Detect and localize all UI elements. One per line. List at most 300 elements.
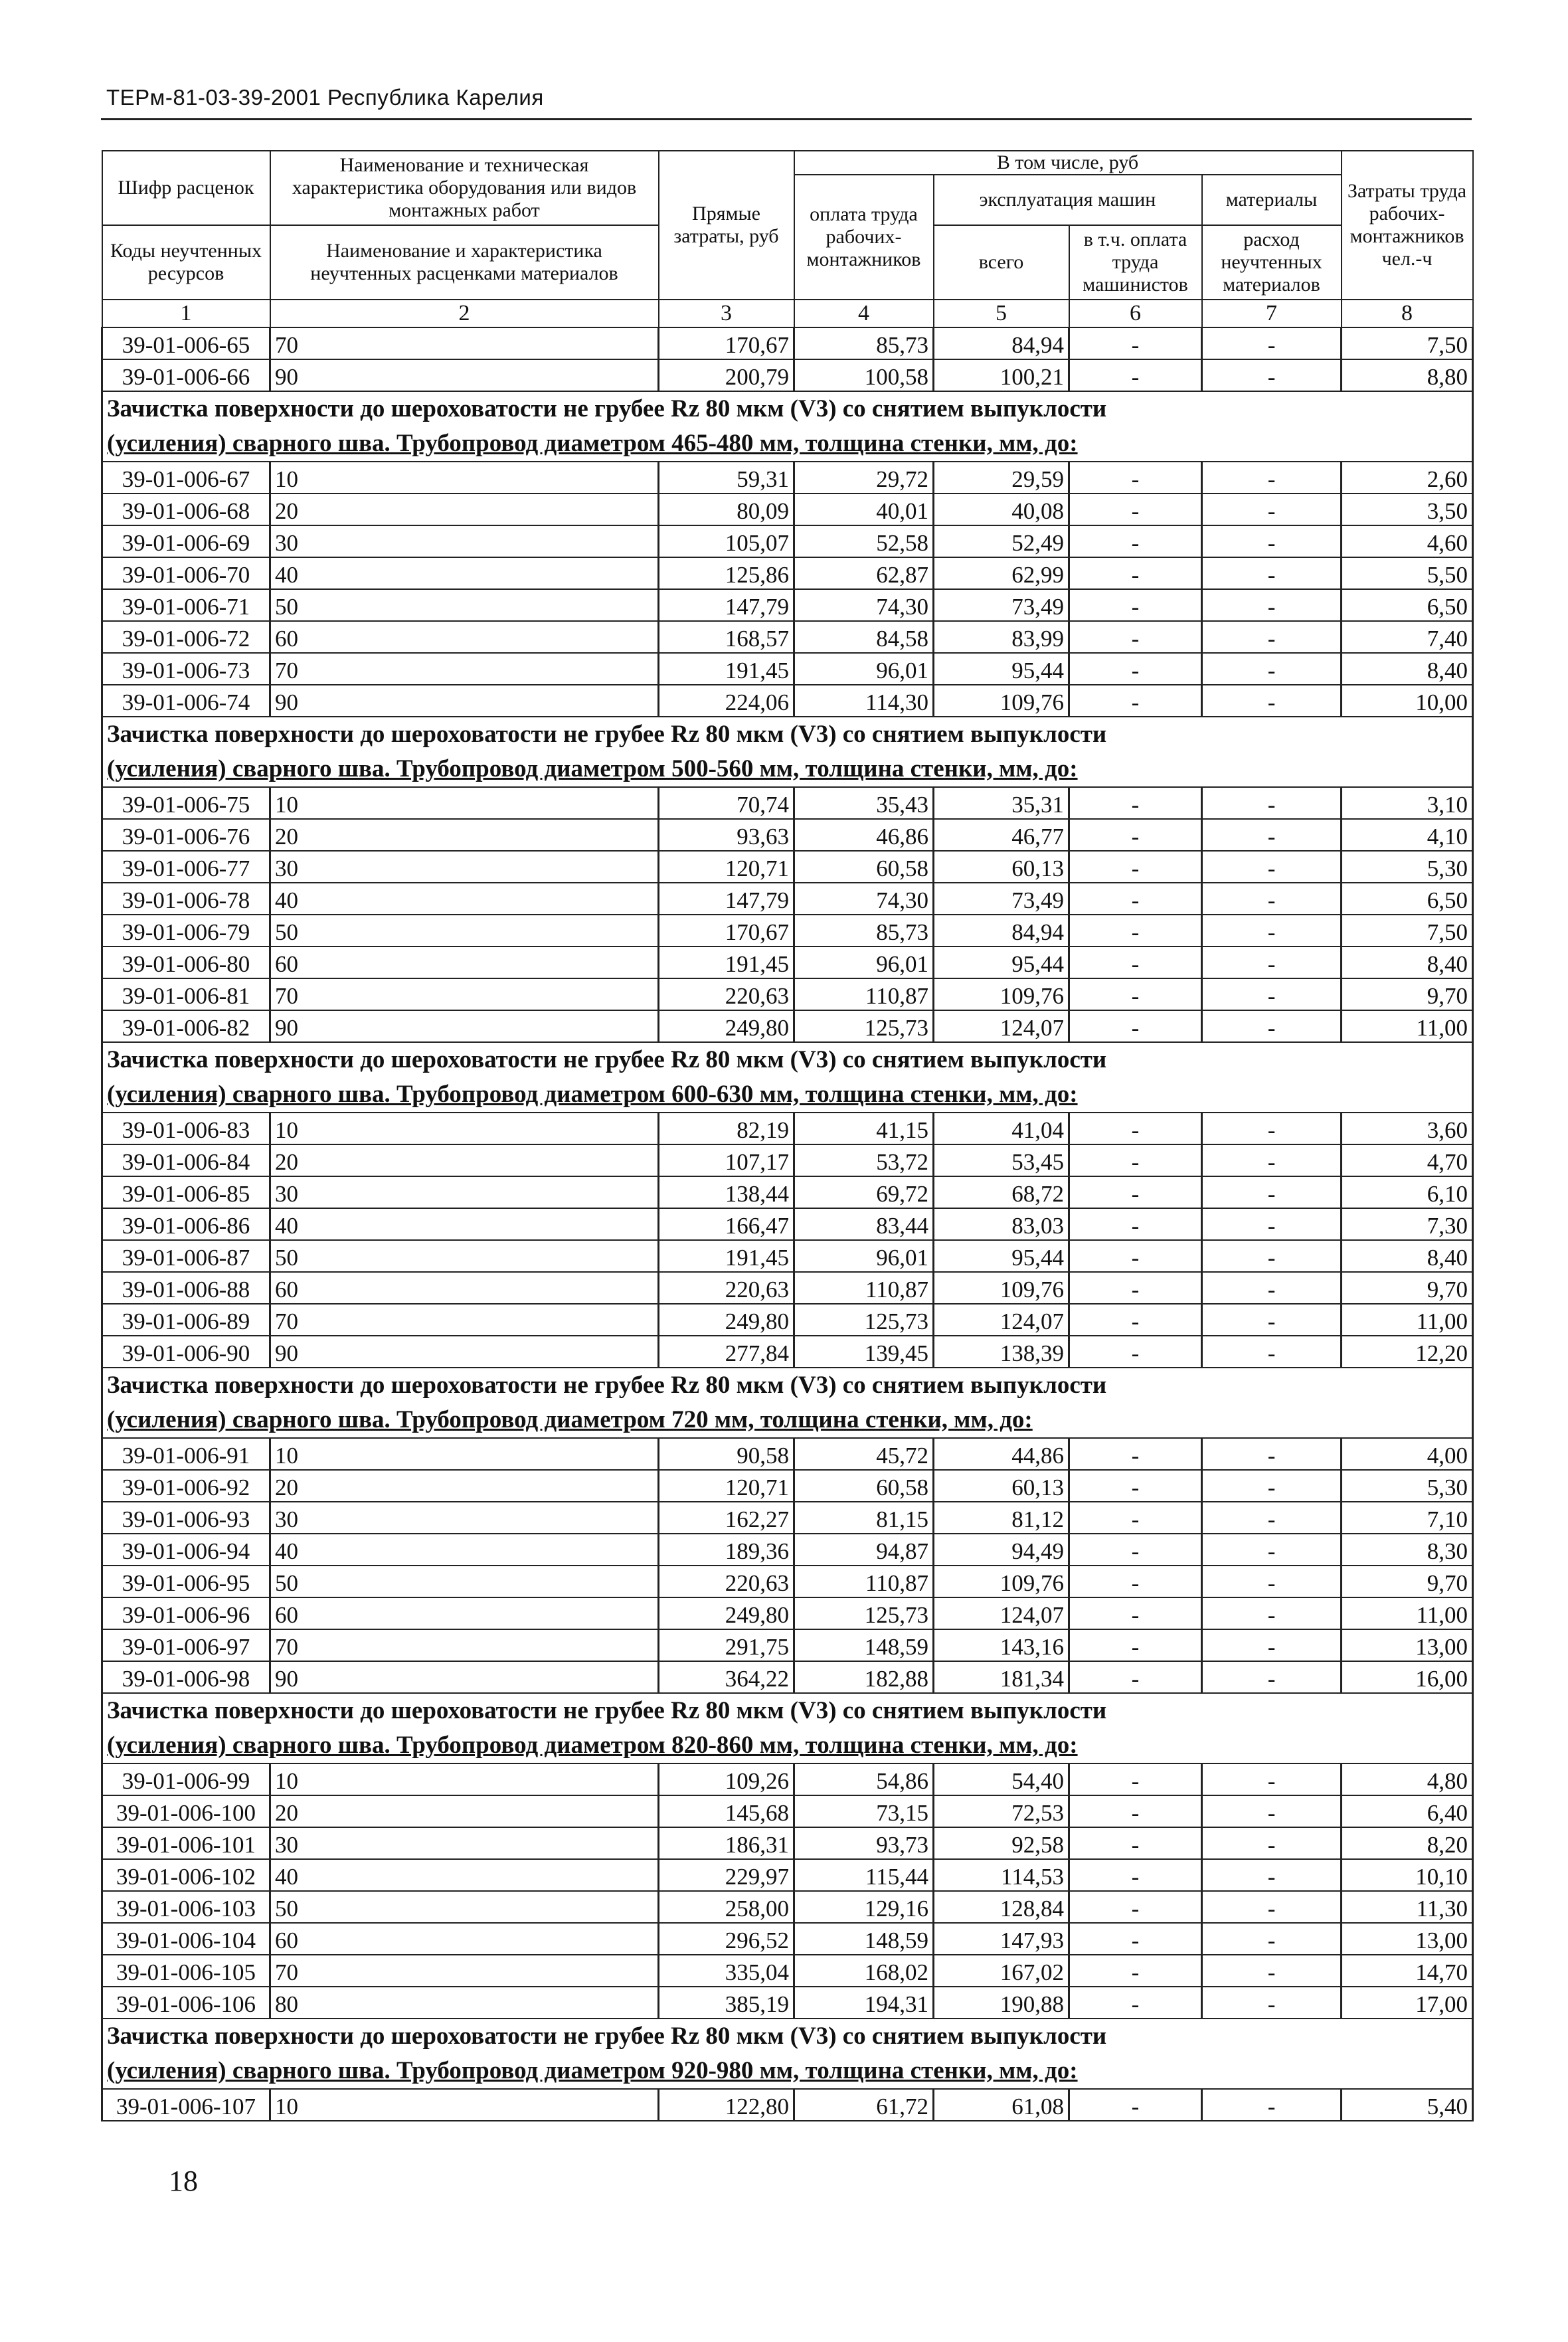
row-code: 39-01-006-83 — [102, 1113, 270, 1144]
section-title-line-2: (усиления) сварного шва. Трубопровод диаметром 465-480 мм, толщина стенки, мм, до: — [107, 430, 1078, 457]
row-thickness: 10 — [270, 2089, 659, 2121]
row-direct-costs: 224,06 — [659, 685, 794, 717]
row-labor-pay: 93,73 — [794, 1827, 934, 1859]
table-row — [102, 1240, 1473, 1272]
row-machinist-pay: - — [1069, 1629, 1202, 1661]
row-direct-costs: 80,09 — [659, 494, 794, 525]
row-labor-hours: 6,40 — [1342, 1795, 1473, 1827]
table-row — [102, 1470, 1473, 1502]
row-machinist-pay: - — [1069, 1859, 1202, 1891]
section-title — [102, 1042, 1473, 1113]
row-labor-pay: 148,59 — [794, 1923, 934, 1955]
row-thickness: 60 — [270, 1923, 659, 1955]
section-title — [102, 1368, 1473, 1438]
row-labor-pay: 61,72 — [794, 2089, 934, 2121]
row-labor-hours: 3,60 — [1342, 1113, 1473, 1144]
row-thickness: 50 — [270, 1566, 659, 1597]
row-labor-pay: 96,01 — [794, 1240, 934, 1272]
row-materials: - — [1202, 1629, 1342, 1661]
row-machines-total: 41,04 — [934, 1113, 1069, 1144]
row-direct-costs: 125,86 — [659, 557, 794, 589]
row-labor-pay: 96,01 — [794, 653, 934, 685]
row-thickness: 70 — [270, 1629, 659, 1661]
row-machines-total: 109,76 — [934, 1272, 1069, 1304]
row-materials: - — [1202, 462, 1342, 494]
row-machinist-pay: - — [1069, 359, 1202, 391]
row-materials: - — [1202, 1502, 1342, 1534]
row-code: 39-01-006-68 — [102, 494, 270, 525]
row-machinist-pay: - — [1069, 1597, 1202, 1629]
row-materials: - — [1202, 1597, 1342, 1629]
row-machines-total: 167,02 — [934, 1955, 1069, 1987]
row-labor-hours: 7,10 — [1342, 1502, 1473, 1534]
row-materials: - — [1202, 787, 1342, 819]
row-labor-pay: 35,43 — [794, 787, 934, 819]
row-machines-total: 190,88 — [934, 1987, 1069, 2019]
row-machinist-pay: - — [1069, 851, 1202, 883]
table-row — [102, 1859, 1473, 1891]
row-code: 39-01-006-76 — [102, 819, 270, 851]
row-machinist-pay: - — [1069, 1144, 1202, 1176]
header-machinist-pay: в т.ч. оплата труда машинистов — [1069, 225, 1202, 300]
row-thickness: 10 — [270, 787, 659, 819]
row-machinist-pay: - — [1069, 1336, 1202, 1368]
column-number: 3 — [659, 300, 794, 327]
row-code: 39-01-006-107 — [102, 2089, 270, 2121]
section-title — [102, 1693, 1473, 1763]
row-machinist-pay: - — [1069, 685, 1202, 717]
row-code: 39-01-006-70 — [102, 557, 270, 589]
row-labor-hours: 7,40 — [1342, 621, 1473, 653]
row-code: 39-01-006-86 — [102, 1208, 270, 1240]
row-machines-total: 60,13 — [934, 1470, 1069, 1502]
row-code: 39-01-006-97 — [102, 1629, 270, 1661]
row-code: 39-01-006-96 — [102, 1597, 270, 1629]
document-header: ТЕРм-81-03-39-2001 Республика Карелия — [106, 85, 544, 110]
section-title-line-2: (усиления) сварного шва. Трубопровод диаметром 500-560 мм, толщина стенки, мм, до: — [107, 755, 1078, 782]
section-title-line-1: Зачистка поверхности до шероховатости не грубее Rz 80 мкм (V3) со снятием выпуклости — [107, 2023, 1107, 2050]
row-thickness: 80 — [270, 1987, 659, 2019]
table-row — [102, 1010, 1473, 1042]
row-thickness: 60 — [270, 621, 659, 653]
row-thickness: 70 — [270, 978, 659, 1010]
row-machinist-pay: - — [1069, 1661, 1202, 1693]
row-materials: - — [1202, 1113, 1342, 1144]
row-machinist-pay: - — [1069, 1795, 1202, 1827]
row-labor-hours: 10,10 — [1342, 1859, 1473, 1891]
row-labor-hours: 4,80 — [1342, 1763, 1473, 1795]
row-thickness: 50 — [270, 589, 659, 621]
header-materials: материалы — [1202, 175, 1342, 225]
column-number: 1 — [102, 300, 270, 327]
header-material-use: расход неучтенных материалов — [1202, 225, 1342, 300]
section-title-row — [102, 1368, 1473, 1438]
row-machinist-pay: - — [1069, 1438, 1202, 1470]
row-machines-total: 84,94 — [934, 327, 1069, 359]
row-thickness: 50 — [270, 1891, 659, 1923]
row-labor-pay: 125,73 — [794, 1010, 934, 1042]
row-direct-costs: 168,57 — [659, 621, 794, 653]
row-direct-costs: 191,45 — [659, 1240, 794, 1272]
table-row — [102, 915, 1473, 946]
row-labor-pay: 100,58 — [794, 359, 934, 391]
column-number: 5 — [934, 300, 1069, 327]
row-labor-hours: 9,70 — [1342, 1272, 1473, 1304]
row-labor-pay: 74,30 — [794, 589, 934, 621]
row-thickness: 20 — [270, 819, 659, 851]
row-direct-costs: 145,68 — [659, 1795, 794, 1827]
column-number: 6 — [1069, 300, 1202, 327]
row-labor-pay: 52,58 — [794, 525, 934, 557]
row-materials: - — [1202, 1763, 1342, 1795]
row-code: 39-01-006-92 — [102, 1470, 270, 1502]
section-title-line-2: (усиления) сварного шва. Трубопровод диаметром 600-630 мм, толщина стенки, мм, до: — [107, 1081, 1078, 1108]
row-labor-hours: 4,10 — [1342, 819, 1473, 851]
row-labor-hours: 8,40 — [1342, 1240, 1473, 1272]
row-labor-hours: 11,00 — [1342, 1304, 1473, 1336]
row-machines-total: 81,12 — [934, 1502, 1069, 1534]
row-machines-total: 72,53 — [934, 1795, 1069, 1827]
section-title-row — [102, 1042, 1473, 1113]
row-code: 39-01-006-65 — [102, 327, 270, 359]
row-labor-pay: 125,73 — [794, 1597, 934, 1629]
row-machinist-pay: - — [1069, 1272, 1202, 1304]
row-machinist-pay: - — [1069, 494, 1202, 525]
section-title — [102, 717, 1473, 787]
column-number: 2 — [270, 300, 659, 327]
row-thickness: 50 — [270, 1240, 659, 1272]
row-materials: - — [1202, 1566, 1342, 1597]
page-number: 18 — [169, 2165, 198, 2197]
row-direct-costs: 335,04 — [659, 1955, 794, 1987]
row-machines-total: 114,53 — [934, 1859, 1069, 1891]
row-labor-hours: 9,70 — [1342, 978, 1473, 1010]
row-direct-costs: 189,36 — [659, 1534, 794, 1566]
table-row — [102, 557, 1473, 589]
row-machines-total: 62,99 — [934, 557, 1069, 589]
row-materials: - — [1202, 1534, 1342, 1566]
row-thickness: 30 — [270, 525, 659, 557]
row-machinist-pay: - — [1069, 621, 1202, 653]
row-code: 39-01-006-90 — [102, 1336, 270, 1368]
table-row — [102, 1304, 1473, 1336]
row-code: 39-01-006-95 — [102, 1566, 270, 1597]
row-thickness: 30 — [270, 851, 659, 883]
row-direct-costs: 220,63 — [659, 1272, 794, 1304]
row-materials: - — [1202, 883, 1342, 915]
row-code: 39-01-006-79 — [102, 915, 270, 946]
row-code: 39-01-006-100 — [102, 1795, 270, 1827]
row-labor-pay: 60,58 — [794, 851, 934, 883]
row-thickness: 60 — [270, 1272, 659, 1304]
row-direct-costs: 105,07 — [659, 525, 794, 557]
section-title-line-2: (усиления) сварного шва. Трубопровод диаметром 920-980 мм, толщина стенки, мм, до: — [107, 2057, 1078, 2084]
table-row — [102, 462, 1473, 494]
row-machines-total: 124,07 — [934, 1597, 1069, 1629]
row-direct-costs: 249,80 — [659, 1010, 794, 1042]
row-machinist-pay: - — [1069, 1891, 1202, 1923]
row-machines-total: 35,31 — [934, 787, 1069, 819]
row-labor-pay: 85,73 — [794, 915, 934, 946]
section-title-line-1: Зачистка поверхности до шероховатости не грубее Rz 80 мкм (V3) со снятием выпуклости — [107, 1372, 1107, 1399]
row-direct-costs: 200,79 — [659, 359, 794, 391]
section-title — [102, 391, 1473, 462]
row-machinist-pay: - — [1069, 787, 1202, 819]
section-title-line-1: Зачистка поверхности до шероховатости не грубее Rz 80 мкм (V3) со снятием выпуклости — [107, 1697, 1107, 1724]
row-labor-hours: 8,40 — [1342, 946, 1473, 978]
table-row — [102, 1795, 1473, 1827]
row-labor-hours: 4,70 — [1342, 1144, 1473, 1176]
table-row — [102, 1336, 1473, 1368]
table-row — [102, 978, 1473, 1010]
row-thickness: 70 — [270, 653, 659, 685]
row-labor-hours: 8,30 — [1342, 1534, 1473, 1566]
row-labor-pay: 139,45 — [794, 1336, 934, 1368]
row-direct-costs: 93,63 — [659, 819, 794, 851]
row-labor-hours: 6,10 — [1342, 1176, 1473, 1208]
row-direct-costs: 122,80 — [659, 2089, 794, 2121]
row-labor-hours: 10,00 — [1342, 685, 1473, 717]
table-row — [102, 1597, 1473, 1629]
row-code: 39-01-006-82 — [102, 1010, 270, 1042]
row-labor-hours: 6,50 — [1342, 883, 1473, 915]
row-machinist-pay: - — [1069, 1113, 1202, 1144]
row-materials: - — [1202, 1661, 1342, 1693]
table-header — [102, 151, 1473, 327]
table-row — [102, 1923, 1473, 1955]
row-code: 39-01-006-93 — [102, 1502, 270, 1534]
table-row — [102, 589, 1473, 621]
row-code: 39-01-006-71 — [102, 589, 270, 621]
row-labor-pay: 94,87 — [794, 1534, 934, 1566]
row-labor-pay: 54,86 — [794, 1763, 934, 1795]
row-code: 39-01-006-99 — [102, 1763, 270, 1795]
row-thickness: 40 — [270, 1534, 659, 1566]
row-machinist-pay: - — [1069, 1566, 1202, 1597]
row-thickness: 40 — [270, 1208, 659, 1240]
row-direct-costs: 120,71 — [659, 1470, 794, 1502]
row-materials: - — [1202, 327, 1342, 359]
row-machines-total: 44,86 — [934, 1438, 1069, 1470]
row-code: 39-01-006-102 — [102, 1859, 270, 1891]
row-direct-costs: 170,67 — [659, 915, 794, 946]
row-materials: - — [1202, 819, 1342, 851]
row-thickness: 20 — [270, 1144, 659, 1176]
row-labor-hours: 13,00 — [1342, 1629, 1473, 1661]
row-labor-pay: 45,72 — [794, 1438, 934, 1470]
row-code: 39-01-006-106 — [102, 1987, 270, 2019]
row-machinist-pay: - — [1069, 1470, 1202, 1502]
row-labor-pay: 168,02 — [794, 1955, 934, 1987]
row-materials: - — [1202, 525, 1342, 557]
row-thickness: 90 — [270, 685, 659, 717]
row-labor-pay: 85,73 — [794, 327, 934, 359]
row-materials: - — [1202, 978, 1342, 1010]
row-labor-pay: 125,73 — [794, 1304, 934, 1336]
row-machines-total: 124,07 — [934, 1304, 1069, 1336]
row-labor-pay: 74,30 — [794, 883, 934, 915]
section-title-line-2: (усиления) сварного шва. Трубопровод диаметром 820-860 мм, толщина стенки, мм, до: — [107, 1732, 1078, 1759]
row-machinist-pay: - — [1069, 946, 1202, 978]
row-machines-total: 138,39 — [934, 1336, 1069, 1368]
row-machinist-pay: - — [1069, 819, 1202, 851]
table-row — [102, 1566, 1473, 1597]
row-machinist-pay: - — [1069, 1987, 1202, 2019]
row-thickness: 10 — [270, 462, 659, 494]
row-code: 39-01-006-69 — [102, 525, 270, 557]
row-machines-total: 92,58 — [934, 1827, 1069, 1859]
row-labor-hours: 2,60 — [1342, 462, 1473, 494]
header-labor-hours: Затраты труда рабочих-монтажников чел.-ч — [1342, 151, 1473, 300]
header-name: Наименование и техническая характеристика оборудования или видов монтажных работ — [270, 151, 659, 225]
row-machinist-pay: - — [1069, 653, 1202, 685]
rates-table-container — [101, 150, 1472, 2121]
row-labor-hours: 8,40 — [1342, 653, 1473, 685]
row-machines-total: 147,93 — [934, 1923, 1069, 1955]
table-row — [102, 1502, 1473, 1534]
row-labor-hours: 14,70 — [1342, 1955, 1473, 1987]
row-direct-costs: 166,47 — [659, 1208, 794, 1240]
row-labor-hours: 8,20 — [1342, 1827, 1473, 1859]
row-labor-pay: 73,15 — [794, 1795, 934, 1827]
column-number: 8 — [1342, 300, 1473, 327]
row-machines-total: 109,76 — [934, 685, 1069, 717]
table-row — [102, 1763, 1473, 1795]
table-row — [102, 1208, 1473, 1240]
row-direct-costs: 277,84 — [659, 1336, 794, 1368]
row-labor-hours: 11,00 — [1342, 1597, 1473, 1629]
row-labor-hours: 7,50 — [1342, 327, 1473, 359]
row-labor-hours: 16,00 — [1342, 1661, 1473, 1693]
section-title-line-2: (усиления) сварного шва. Трубопровод диаметром 720 мм, толщина стенки, мм, до: — [107, 1406, 1033, 1433]
row-labor-hours: 11,30 — [1342, 1891, 1473, 1923]
row-materials: - — [1202, 1438, 1342, 1470]
row-labor-hours: 5,30 — [1342, 1470, 1473, 1502]
row-labor-pay: 194,31 — [794, 1987, 934, 2019]
row-machinist-pay: - — [1069, 978, 1202, 1010]
row-machines-total: 73,49 — [934, 883, 1069, 915]
row-machinist-pay: - — [1069, 557, 1202, 589]
row-machinist-pay: - — [1069, 1502, 1202, 1534]
row-machinist-pay: - — [1069, 1240, 1202, 1272]
table-row — [102, 494, 1473, 525]
row-labor-pay: 62,87 — [794, 557, 934, 589]
row-machines-total: 68,72 — [934, 1176, 1069, 1208]
row-code: 39-01-006-98 — [102, 1661, 270, 1693]
row-direct-costs: 296,52 — [659, 1923, 794, 1955]
row-direct-costs: 147,79 — [659, 883, 794, 915]
header-rule — [101, 118, 1472, 120]
row-machines-total: 40,08 — [934, 494, 1069, 525]
row-labor-pay: 83,44 — [794, 1208, 934, 1240]
row-thickness: 70 — [270, 1955, 659, 1987]
row-thickness: 30 — [270, 1827, 659, 1859]
row-code: 39-01-006-84 — [102, 1144, 270, 1176]
row-direct-costs: 249,80 — [659, 1597, 794, 1629]
row-machines-total: 52,49 — [934, 525, 1069, 557]
row-labor-hours: 8,80 — [1342, 359, 1473, 391]
row-code: 39-01-006-66 — [102, 359, 270, 391]
row-machinist-pay: - — [1069, 462, 1202, 494]
row-labor-hours: 5,50 — [1342, 557, 1473, 589]
table-row — [102, 327, 1473, 359]
row-thickness: 10 — [270, 1113, 659, 1144]
row-direct-costs: 162,27 — [659, 1502, 794, 1534]
row-machines-total: 95,44 — [934, 653, 1069, 685]
row-code: 39-01-006-103 — [102, 1891, 270, 1923]
table-row — [102, 1955, 1473, 1987]
table-row — [102, 621, 1473, 653]
row-direct-costs: 109,26 — [659, 1763, 794, 1795]
row-machines-total: 60,13 — [934, 851, 1069, 883]
row-machinist-pay: - — [1069, 589, 1202, 621]
row-machines-total: 83,03 — [934, 1208, 1069, 1240]
table-row — [102, 525, 1473, 557]
row-materials: - — [1202, 1827, 1342, 1859]
row-machinist-pay: - — [1069, 1304, 1202, 1336]
row-code: 39-01-006-73 — [102, 653, 270, 685]
row-labor-hours: 13,00 — [1342, 1923, 1473, 1955]
row-thickness: 10 — [270, 1438, 659, 1470]
row-labor-pay: 81,15 — [794, 1502, 934, 1534]
section-title-line-1: Зачистка поверхности до шероховатости не грубее Rz 80 мкм (V3) со снятием выпуклости — [107, 721, 1107, 748]
table-row — [102, 2089, 1473, 2121]
row-code: 39-01-006-74 — [102, 685, 270, 717]
row-machines-total: 143,16 — [934, 1629, 1069, 1661]
section-title-row — [102, 1693, 1473, 1763]
section-title-row — [102, 2019, 1473, 2089]
row-thickness: 20 — [270, 1470, 659, 1502]
row-labor-pay: 41,15 — [794, 1113, 934, 1144]
row-materials: - — [1202, 2089, 1342, 2121]
row-machines-total: 29,59 — [934, 462, 1069, 494]
row-thickness: 90 — [270, 359, 659, 391]
row-thickness: 70 — [270, 327, 659, 359]
row-machinist-pay: - — [1069, 1827, 1202, 1859]
row-labor-hours: 5,40 — [1342, 2089, 1473, 2121]
row-labor-pay: 69,72 — [794, 1176, 934, 1208]
row-materials: - — [1202, 1955, 1342, 1987]
column-number: 4 — [794, 300, 934, 327]
row-materials: - — [1202, 1272, 1342, 1304]
row-labor-pay: 46,86 — [794, 819, 934, 851]
row-labor-hours: 5,30 — [1342, 851, 1473, 883]
row-thickness: 20 — [270, 1795, 659, 1827]
row-materials: - — [1202, 1304, 1342, 1336]
row-thickness: 30 — [270, 1176, 659, 1208]
row-code: 39-01-006-88 — [102, 1272, 270, 1304]
row-thickness: 60 — [270, 1597, 659, 1629]
table-body — [102, 327, 1473, 2121]
row-machines-total: 73,49 — [934, 589, 1069, 621]
row-labor-pay: 129,16 — [794, 1891, 934, 1923]
row-machinist-pay: - — [1069, 1534, 1202, 1566]
section-title-row — [102, 717, 1473, 787]
row-direct-costs: 70,74 — [659, 787, 794, 819]
table-row — [102, 1661, 1473, 1693]
row-labor-pay: 60,58 — [794, 1470, 934, 1502]
row-direct-costs: 385,19 — [659, 1987, 794, 2019]
row-materials: - — [1202, 1176, 1342, 1208]
row-machines-total: 128,84 — [934, 1891, 1069, 1923]
row-materials: - — [1202, 1336, 1342, 1368]
row-materials: - — [1202, 1470, 1342, 1502]
row-machinist-pay: - — [1069, 1955, 1202, 1987]
row-machines-total: 61,08 — [934, 2089, 1069, 2121]
row-machinist-pay: - — [1069, 915, 1202, 946]
row-materials: - — [1202, 1208, 1342, 1240]
section-title — [102, 2019, 1473, 2089]
